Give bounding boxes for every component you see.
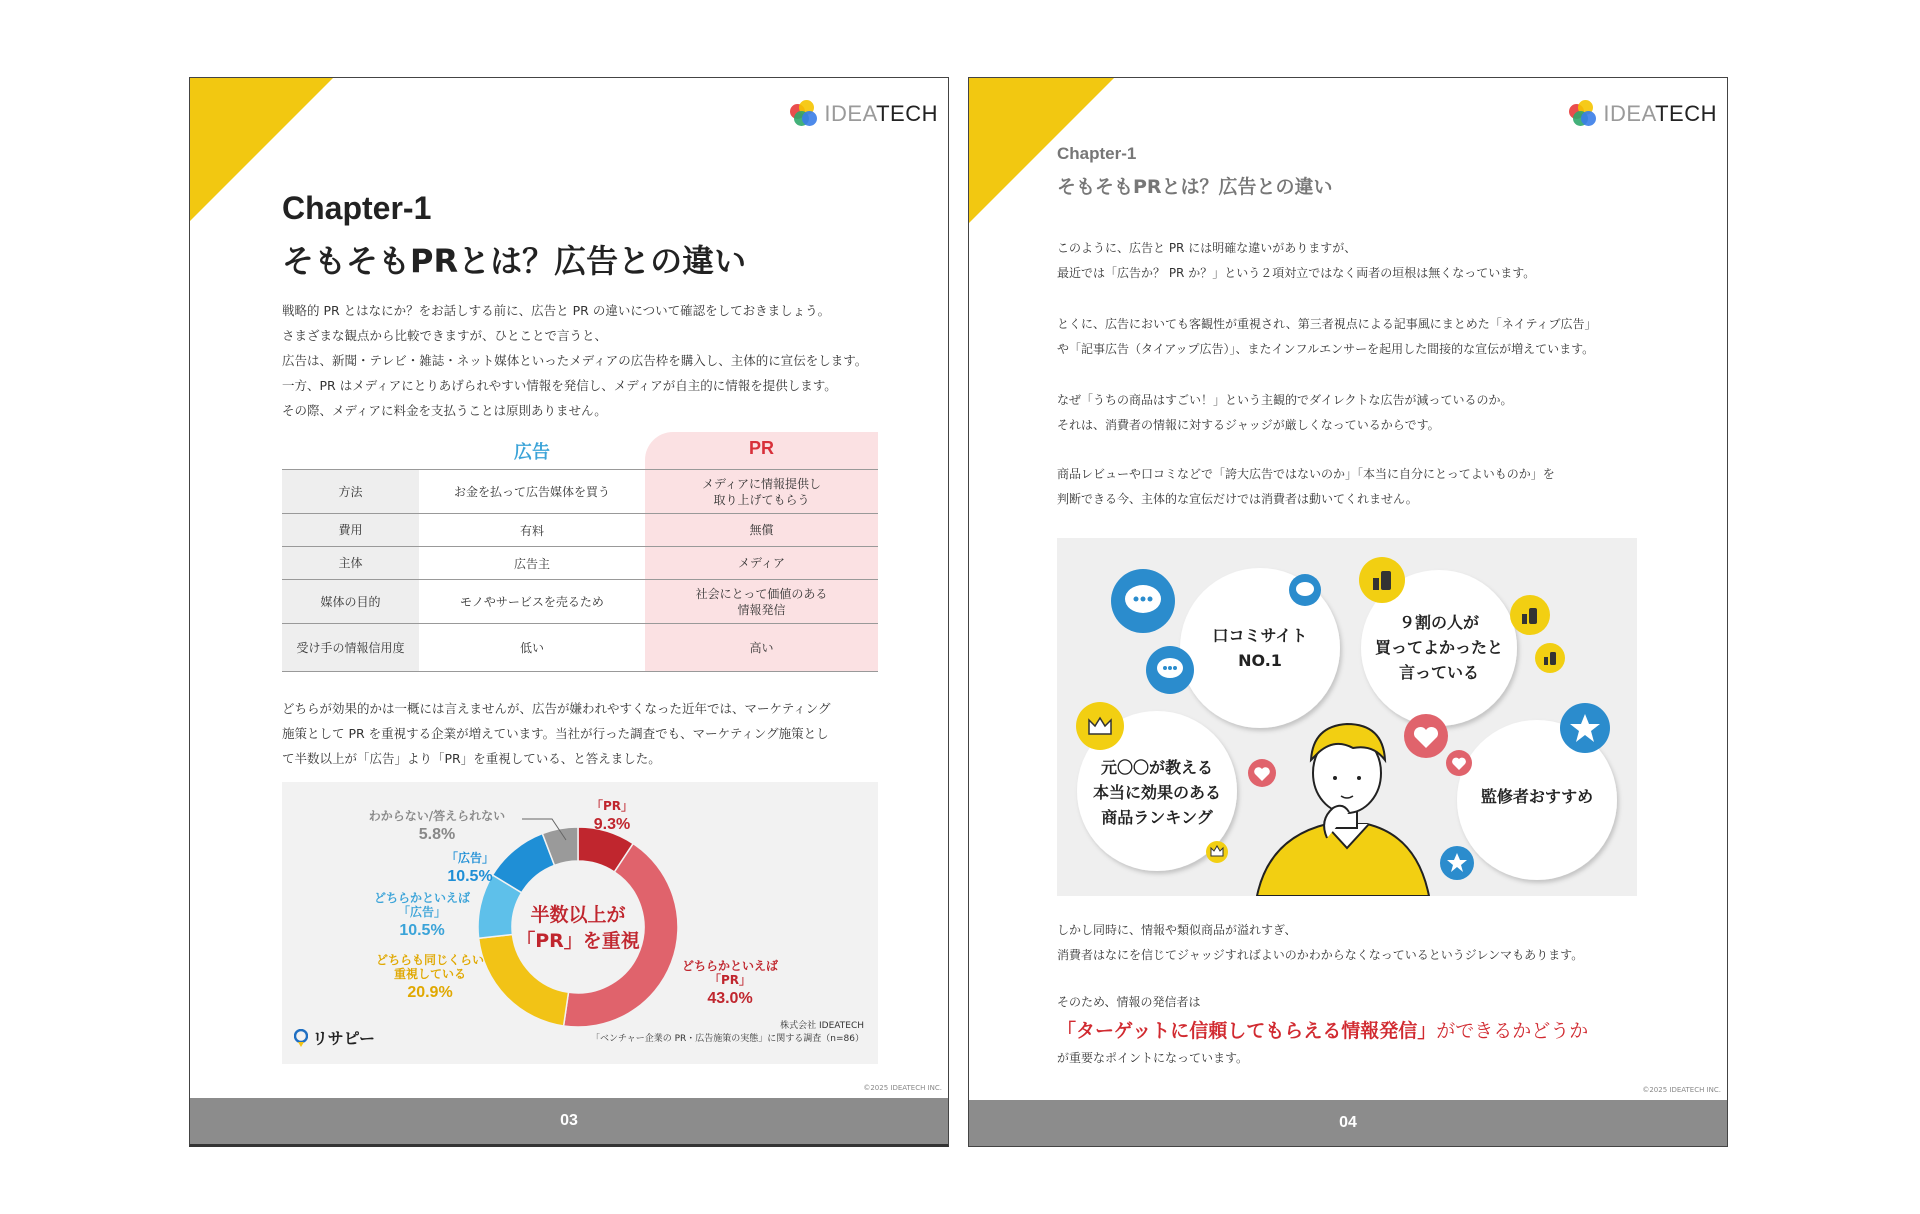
bubble-line: ９割の人が <box>1398 613 1479 632</box>
bubble-line: 口コミサイト <box>1212 626 1308 645</box>
star-icon <box>1560 703 1610 753</box>
comparison-table <box>282 432 878 672</box>
heart-icon <box>1248 759 1276 787</box>
header-ad: 広告 <box>514 442 550 463</box>
chapter-title: そもそもPRとは？広告との違い <box>282 242 747 280</box>
body-line: どちらが効果的かは一概には言えませんが、広告が嫌われやすくなった近年では、マーケティング <box>282 701 831 716</box>
body-text <box>282 696 882 771</box>
slice-label-text: 「広告」 <box>445 851 495 865</box>
page-number: 04 <box>969 1100 1727 1146</box>
slice-label <box>446 850 494 885</box>
logo-text-idea: IDEA <box>824 101 877 126</box>
location-pin-icon <box>294 1029 308 1047</box>
row-label-line: 情報信用度 <box>344 640 405 655</box>
slice-label-text: どちらかといえば <box>373 891 471 905</box>
body-line: 判断できる今、主体的な宣伝だけでは消費者は動いてくれません。 <box>1057 492 1418 506</box>
brand-name: リサピー <box>312 1029 376 1048</box>
row-pr <box>645 476 878 508</box>
row-pr: 無償 <box>749 523 774 537</box>
row-label: 方法 <box>282 470 419 513</box>
table-row <box>282 546 878 579</box>
bubble-ranking <box>1077 755 1237 830</box>
copyright: ©2025 IDEATECH INC. <box>1642 1086 1721 1094</box>
body-line: なぜ「うちの商品はすごい！」という主観的でダイレクトな広告が減っているのか。 <box>1057 393 1513 407</box>
logo-text-tech: TECH <box>876 101 938 126</box>
slice-label-text: 「広告」 <box>397 905 447 919</box>
bubble-ninety-percent <box>1359 610 1519 685</box>
bubble-supervisor: 監修者おすすめ <box>1480 787 1594 806</box>
intro-text <box>282 298 882 423</box>
slice-value-label: 20.9% <box>407 984 453 1001</box>
table-row <box>282 513 878 546</box>
body-line: そのため、情報の発信者は <box>1057 995 1201 1009</box>
thumbs-up-icon <box>1359 557 1405 603</box>
chapter-label: Chapter-1 <box>1057 144 1137 163</box>
row-ad: 低い <box>519 641 544 655</box>
slice-label-text: 「PR」 <box>708 973 752 987</box>
thinking-person-illustration <box>1257 724 1429 896</box>
slice-label <box>682 958 779 1007</box>
page-04 <box>968 77 1728 1147</box>
ideatech-logo <box>790 100 938 128</box>
emphasis-rest: ができるかどうか <box>1436 1020 1589 1042</box>
row-label-line: 受け手の <box>296 640 345 655</box>
intro-line: 戦略的 PR とはなにか？をお話しする前に、広告と PR の違いについて確認をしておきましょう。 <box>282 303 831 318</box>
body-line: それは、消費者の情報に対するジャッジが厳しくなっているからです。 <box>1057 418 1440 432</box>
slice-value-label: 5.8% <box>418 826 456 843</box>
heart-icon <box>1446 750 1472 776</box>
table-row <box>282 623 878 671</box>
paragraph <box>1057 918 1657 968</box>
donut-center-label: 「PR」を重視 <box>516 930 640 952</box>
row-pr-line: 取り上げてもらう <box>713 492 810 507</box>
table-row <box>282 579 878 623</box>
slice-label <box>376 953 484 1001</box>
header-pr: PR <box>748 438 774 458</box>
body-line: 最近では「広告か？ PR か？」という２項対立ではなく両者の垣根は無くなっています。 <box>1057 266 1536 280</box>
intro-line: さまざまな観点から比較できますが、ひとことで言うと、 <box>282 328 608 343</box>
ideatech-logo <box>1569 100 1717 128</box>
chat-icon <box>1111 569 1175 633</box>
heart-icon <box>1404 714 1448 758</box>
body-line: が重要なポイントになっています。 <box>1057 1051 1249 1065</box>
bubble-line: 言っている <box>1398 663 1479 682</box>
slice-value-label: 10.5% <box>399 922 445 939</box>
bubble-line: 元〇〇が教える <box>1100 758 1213 777</box>
row-label: 媒体の目的 <box>282 580 419 623</box>
paragraph <box>1057 388 1657 438</box>
body-line: て半数以上が「広告」より「PR」を重視している、と答えました。 <box>282 751 661 766</box>
intro-line: 広告は、新聞・テレビ・雑誌・ネット媒体といったメディアの広告枠を購入し、主体的に宣伝をします。 <box>282 353 868 368</box>
row-pr-line: 情報発信 <box>737 602 786 617</box>
risapy-brand <box>294 1026 375 1049</box>
body-line: や「記事広告（タイアップ広告）」、またインフルエンサーを起用した間接的な宣伝が増えています。 <box>1057 342 1595 356</box>
body-line: このように、広告と PR には明確な違いがありますが、 <box>1057 241 1357 255</box>
row-label: 費用 <box>282 514 419 546</box>
bubble-line: 商品ランキング <box>1101 808 1213 827</box>
paragraph <box>1057 312 1657 362</box>
copyright: ©2025 IDEATECH INC. <box>863 1084 942 1092</box>
intro-line: 一方、PR はメディアにとりあげられやすい情報を発信し、メディアが自主的に情報を提供します。 <box>282 378 837 393</box>
body-line: とくに、広告においても客観性が重視され、第三者視点による記事風にまとめた「ネイティブ広告」 <box>1057 317 1597 331</box>
reviews-illustration <box>1057 538 1637 896</box>
logo-mark-icon <box>1569 100 1597 128</box>
bubble-line: 本当に効果のある <box>1092 783 1221 802</box>
crown-icon <box>1206 841 1228 863</box>
source-company: 株式会社 IDEATECH <box>780 1021 864 1031</box>
illustration-graphic <box>1057 538 1637 896</box>
body-line: 施策として PR を重視する企業が増えています。当社が行った調査でも、マーケティング施策とし <box>282 726 829 741</box>
paragraph <box>1057 1046 1657 1071</box>
chat-icon <box>1289 574 1321 606</box>
slice-label-text: どちらかといえば <box>681 959 779 973</box>
chapter-label: Chapter-1 <box>282 190 432 226</box>
thumbs-up-icon <box>1535 643 1565 673</box>
row-ad: お金を払って広告媒体を買う <box>453 485 610 499</box>
logo-text-tech: TECH <box>1655 101 1717 126</box>
page-03 <box>189 77 949 1147</box>
star-icon <box>1440 846 1474 880</box>
slice-label <box>591 798 633 833</box>
crown-icon <box>1076 702 1124 750</box>
row-pr <box>645 586 878 618</box>
row-ad: モノやサービスを売るため <box>460 595 604 609</box>
intro-line: その際、メディアに料金を支払うことは原則ありません。 <box>282 403 607 418</box>
slice-value-label: 9.3% <box>593 816 631 833</box>
slice-label-text: 「PR」 <box>590 799 634 813</box>
body-line: 消費者はなにを信じてジャッジすればよいのかわからなくなっているというジレンマもあります。 <box>1057 948 1584 962</box>
row-pr-line: メディアに情報提供し <box>701 476 822 491</box>
row-ad: 広告主 <box>513 556 550 571</box>
emphasis-line <box>1057 1016 1588 1043</box>
paragraph <box>1057 990 1657 1015</box>
chapter-title: そもそもPRとは？広告との違い <box>1057 176 1333 198</box>
logo-mark-icon <box>790 100 818 128</box>
body-line: 商品レビューや口コミなどで「誇大広告ではないのか」「本当に自分にとってよいものか」を <box>1057 467 1555 481</box>
survey-chart-panel <box>282 782 878 1064</box>
row-pr-line: 社会にとって価値のある <box>695 586 828 601</box>
slice-label-text: どちらも同じくらい <box>375 953 485 967</box>
row-label: 主体 <box>282 547 419 579</box>
page-number: 03 <box>190 1098 948 1144</box>
slice-value-label: 43.0% <box>707 990 753 1007</box>
bubble-line: NO.1 <box>1238 651 1282 670</box>
donut-center-label: 半数以上が <box>530 904 626 926</box>
row-pr: メディア <box>737 556 786 570</box>
emphasis-text: 「ターゲットに信頼してもらえる情報発信」 <box>1057 1020 1437 1042</box>
paragraph <box>1057 236 1657 286</box>
survey-source <box>591 1020 864 1046</box>
row-label <box>282 624 419 671</box>
slice-label-text: わからない/答えられない <box>368 809 506 823</box>
slice-value-label: 10.5% <box>447 868 493 885</box>
source-survey: 「ベンチャー企業の PR・広告施策の実態」に関する調査（n=86） <box>591 1034 864 1044</box>
logo-text-idea: IDEA <box>1603 101 1656 126</box>
slice-label <box>369 808 505 843</box>
slice-label <box>374 890 471 939</box>
body-line: しかし同時に、情報や類似商品が溢れすぎ、 <box>1057 923 1297 937</box>
paragraph <box>1057 462 1657 512</box>
bubble-review-site <box>1180 623 1340 673</box>
row-ad: 有料 <box>519 523 544 538</box>
slice-label-text: 重視している <box>393 967 467 981</box>
table-row <box>282 469 878 513</box>
bubble-line: 買ってよかったと <box>1374 638 1503 657</box>
row-pr: 高い <box>749 640 774 655</box>
